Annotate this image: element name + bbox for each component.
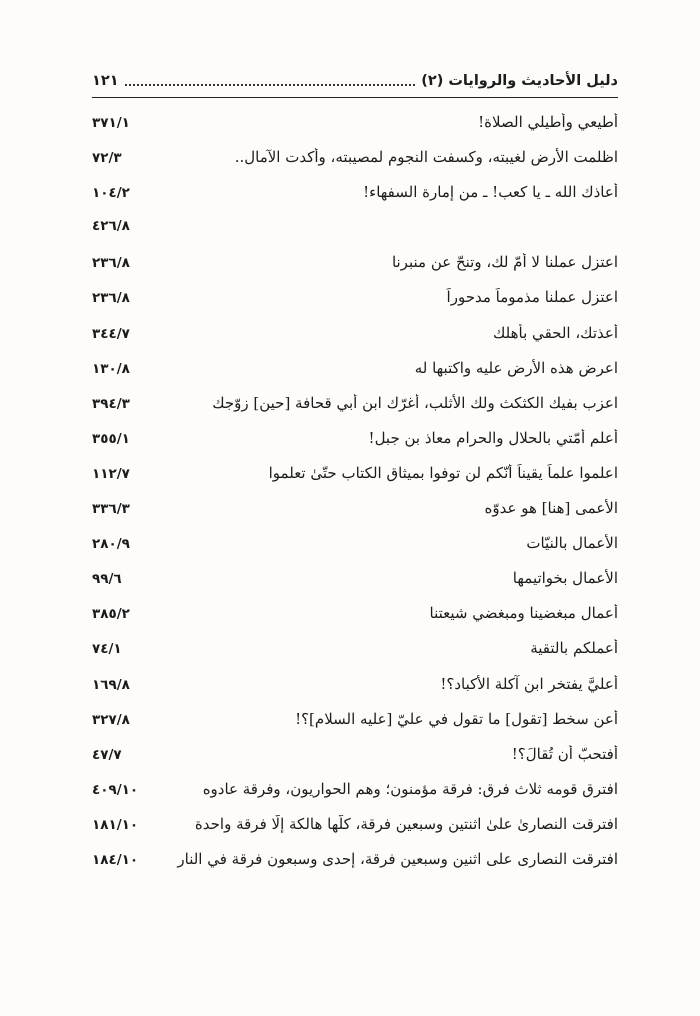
index-entry <box>92 850 618 885</box>
index-entry <box>92 569 618 604</box>
entry-text: اعلموا علماً يقيناً أنّكم لن توفوا بميثاق الكتاب حتّىٰ تعلموا <box>268 463 618 482</box>
entry-reference: ٣٧١/١ <box>92 115 130 131</box>
entry-text: أعمال مبغضينا ومبغضي شيعتنا <box>429 604 618 623</box>
entry-text: اعزب بفيك الكثكث ولك الأثلب، أغرّك ابن أبي قحافة [حين] زوّجك <box>212 393 618 412</box>
entry-reference: ١١٢/٧ <box>92 465 130 482</box>
entry-text: أطيعي وأطيلي الصلاة! <box>478 113 618 131</box>
index-entry <box>92 394 618 429</box>
entry-text: أعن سخط [تقول] ما تقول في عليّ [عليه السلام]؟! <box>295 709 618 728</box>
entry-reference: ٢٣٦/٨ <box>92 290 130 307</box>
entry-reference: ٢٨٠/٩ <box>92 536 130 553</box>
index-entry <box>92 429 618 464</box>
index-entry <box>92 464 618 499</box>
entry-text: أعملكم بالتقية <box>530 639 618 658</box>
entry-reference: ١٠٤/٢ <box>92 185 130 202</box>
entry-reference: ١٦٩/٨ <box>92 676 130 693</box>
index-entry <box>92 815 618 850</box>
entry-reference: ٣٤٤/٧ <box>92 325 130 342</box>
index-entry <box>92 710 618 745</box>
index-entry <box>92 183 618 218</box>
header-title: دليل الأحاديث والروايات (٢) <box>421 73 618 89</box>
entry-text: الأعمى [هنا] هو عدوّه <box>484 499 618 518</box>
index-entry <box>92 359 618 394</box>
index-entry <box>92 324 618 359</box>
entry-reference: ٤٠٩/١٠ <box>92 781 139 798</box>
index-entry <box>92 639 618 674</box>
entry-reference: ٧٤/١ <box>92 641 122 658</box>
page-number: ١٢١ <box>92 73 119 89</box>
entry-reference: ١٨٤/١٠ <box>92 851 139 868</box>
index-entry <box>92 113 618 148</box>
index-entry <box>92 604 618 639</box>
entry-text: أعلم أُمّتي بالحلال والحرام معاذ بن جبل! <box>368 428 618 447</box>
entry-text: اظلمت الأرض لغيبته، وكسفت النجوم لمصيبته، وأكدت الآمال.. <box>234 148 618 167</box>
header-rule <box>92 97 618 98</box>
entry-reference: ٣٨٥/٢ <box>92 606 130 623</box>
entry-text: أفتحبّ أن تُقالَ؟! <box>511 744 618 763</box>
entry-reference: ٢٣٦/٨ <box>92 255 130 272</box>
entry-reference: ٣٥٥/١ <box>92 430 130 447</box>
entry-text: الأعمال بخواتيمها <box>512 569 618 588</box>
entry-reference: ٩٩/٦ <box>92 571 122 588</box>
index-entry <box>92 780 618 815</box>
entry-reference: ٤٢٦/٨ <box>92 218 130 235</box>
index-entry <box>92 148 618 183</box>
entry-text: أعليَّ يفتخر ابن آكلة الأكباد؟! <box>440 674 618 693</box>
running-header <box>92 68 618 94</box>
entry-reference: ١٨١/١٠ <box>92 816 139 833</box>
header-dot-leader <box>125 84 416 86</box>
entry-text: افترق قومه ثلاث فرق: فرقة مؤمنون؛ وهم الحواريون، وفرقة عادوه <box>202 779 618 798</box>
index-entry <box>92 253 618 288</box>
entry-text: افترقت النصارىٰ علىٰ اثنتين وسبعين فرقة، كلّها هالكة إلّا فرقة واحدة <box>194 814 618 833</box>
entry-reference: ٧٢/٣ <box>92 150 122 167</box>
entry-reference: ٣٩٤/٣ <box>92 395 130 412</box>
index-entry <box>92 218 618 253</box>
index-entry <box>92 534 618 569</box>
index-entry <box>92 675 618 710</box>
entry-text: اعتزل عملنا مذموماً مدحوراً <box>446 288 618 307</box>
entry-text: أعذتك، الحقي بأهلك <box>493 323 618 342</box>
entry-reference: ٣٣٦/٣ <box>92 501 130 518</box>
index-list <box>92 113 618 885</box>
entry-reference: ١٣٠/٨ <box>92 360 130 377</box>
entry-reference: ٤٧/٧ <box>92 746 122 763</box>
entry-text: اعتزل عملنا لا أُمّ لك، وتنحّ عن منبرنا <box>391 253 618 272</box>
entry-text: افترقت النصارى على اثنين وسبعين فرقة، إحدى وسبعون فرقة في النار <box>177 849 618 868</box>
index-entry <box>92 288 618 323</box>
entry-text: الأعمال بالنيّات <box>526 534 618 553</box>
entry-reference: ٣٢٧/٨ <box>92 711 130 728</box>
entry-text: اعرض هذه الأرض عليه واكتبها له <box>414 358 618 377</box>
index-entry <box>92 745 618 780</box>
entry-text: أعاذك الله ـ يا كعب! ـ من إمارة السفهاء! <box>363 183 618 202</box>
index-entry <box>92 499 618 534</box>
